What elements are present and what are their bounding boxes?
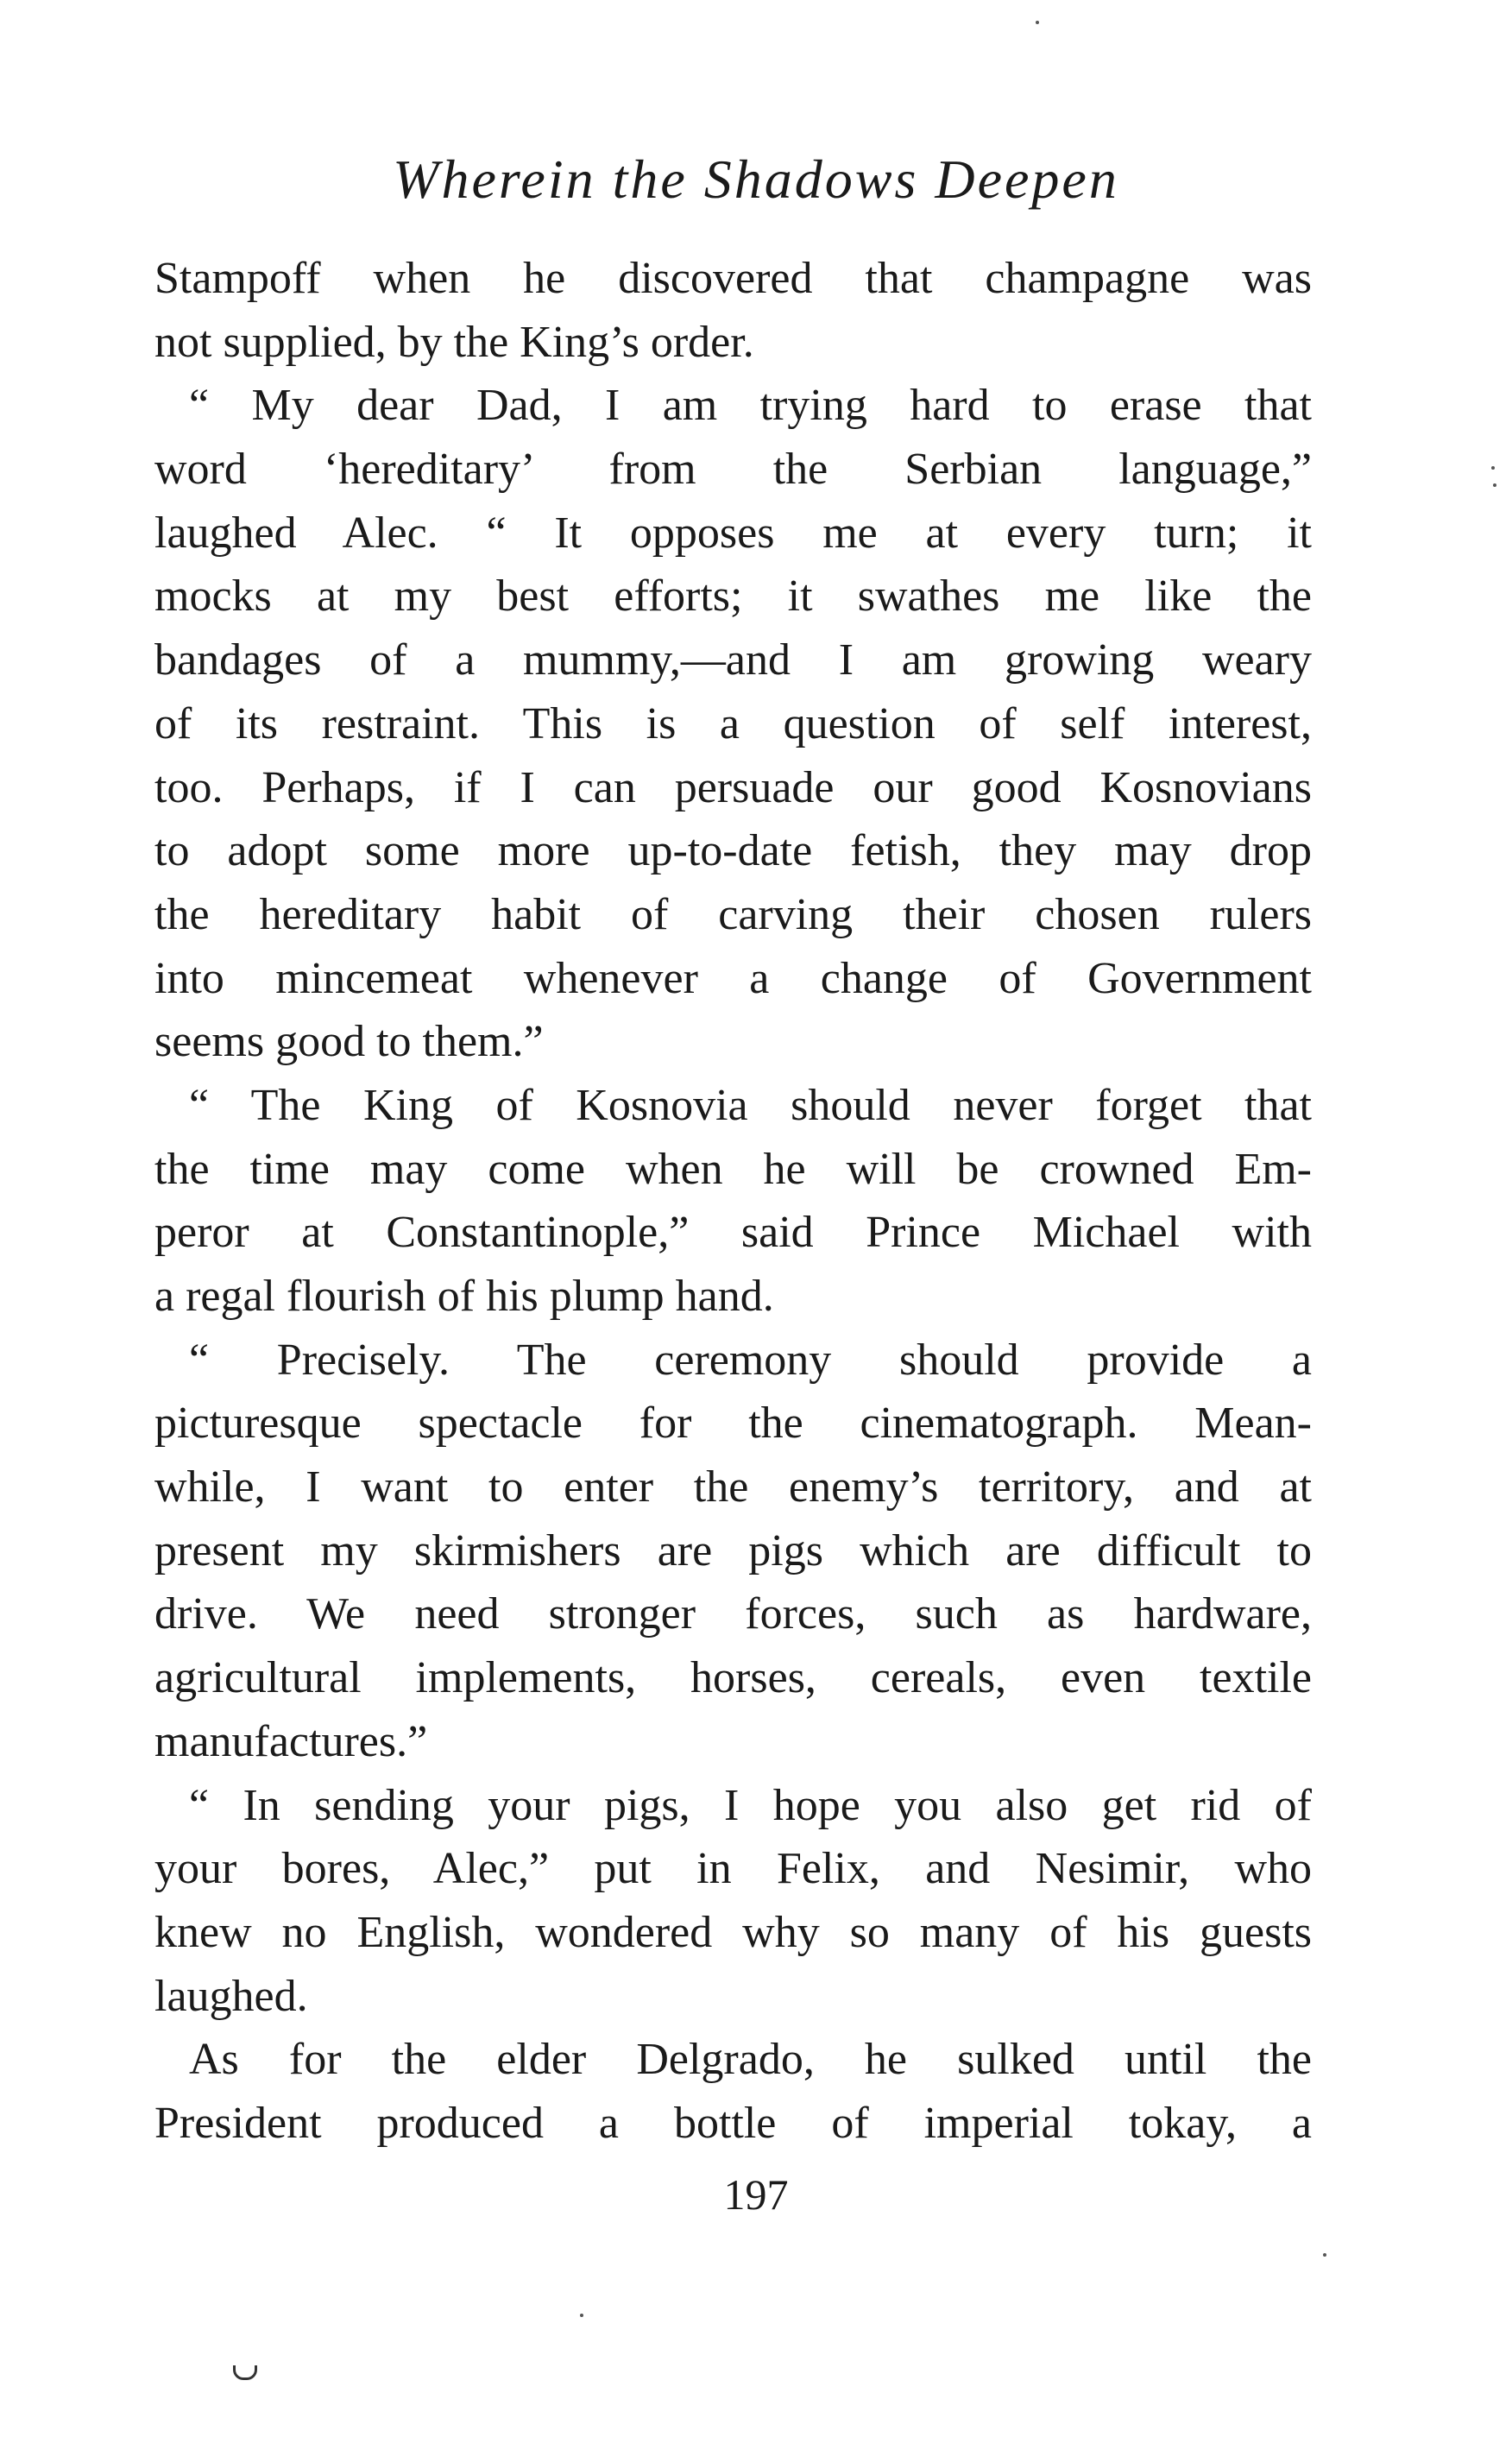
text-line: bandages of a mummy,—and I am growing weary xyxy=(154,635,1312,685)
text-line: “ In sending your pigs, I hope you also get rid of xyxy=(189,1780,1312,1830)
text-line: a regal flourish of his plump hand. xyxy=(154,1272,774,1321)
text-line: seems good to them.” xyxy=(154,1017,544,1067)
text-line: Stampoff when he discovered that champagne was xyxy=(154,254,1312,303)
scan-speck xyxy=(1491,466,1495,470)
text-line: to adopt some more up-to-date fetish, they may drop xyxy=(154,826,1312,876)
text-line: too. Perhaps, if I can persuade our good Kosnovians xyxy=(154,762,1312,812)
scan-speck xyxy=(1323,2253,1326,2257)
text-line: word ‘hereditary’ from the Serbian language,” xyxy=(154,445,1312,495)
text-line: present my skirmishers are pigs which are difficult to xyxy=(154,1525,1312,1575)
text-line: the hereditary habit of carving their chosen rulers xyxy=(154,889,1312,939)
text-line: “ Precisely. The ceremony should provide a xyxy=(189,1335,1312,1385)
page-number: 197 xyxy=(723,2170,789,2219)
text-line: into mincemeat whenever a change of Government xyxy=(154,953,1312,1003)
text-line: laughed Alec. “ It opposes me at every turn; it xyxy=(154,508,1312,558)
body-text xyxy=(154,247,1312,2156)
text-line: knew no English, wondered why so many of his guests xyxy=(154,1907,1312,1957)
scan-speck xyxy=(580,2314,583,2317)
text-line: “ My dear Dad, I am trying hard to erase that xyxy=(189,381,1312,431)
text-line: laughed. xyxy=(154,1971,308,2021)
text-line: “ The King of Kosnovia should never forget that xyxy=(189,1080,1312,1130)
scan-mark xyxy=(233,2365,257,2380)
text-line: drive. We need stronger forces, such as hardware, xyxy=(154,1589,1312,1639)
scan-speck xyxy=(1493,483,1496,487)
text-line: mocks at my best efforts; it swathes me like the xyxy=(154,571,1312,622)
text-line: picturesque spectacle for the cinematograph. Mean- xyxy=(154,1399,1312,1449)
text-line: while, I want to enter the enemy’s territory, and at xyxy=(154,1462,1312,1512)
text-line: As for the elder Delgrado, he sulked until the xyxy=(189,2035,1312,2085)
text-line: manufactures.” xyxy=(154,1716,428,1766)
scan-speck xyxy=(1036,21,1039,24)
text-line: of its restraint. This is a question of self interest, xyxy=(154,698,1312,748)
text-line: peror at Constantinople,” said Prince Michael with xyxy=(154,1208,1312,1258)
text-line: the time may come when he will be crowned Em- xyxy=(154,1144,1312,1194)
text-line: not supplied, by the King’s order. xyxy=(154,317,754,367)
running-header: Wherein the Shadows Deepen xyxy=(393,148,1119,210)
text-line: your bores, Alec,” put in Felix, and Nesimir, who xyxy=(154,1844,1312,1894)
text-line: agricultural implements, horses, cereals, even textile xyxy=(154,1653,1312,1703)
text-line: President produced a bottle of imperial tokay, a xyxy=(154,2098,1312,2148)
